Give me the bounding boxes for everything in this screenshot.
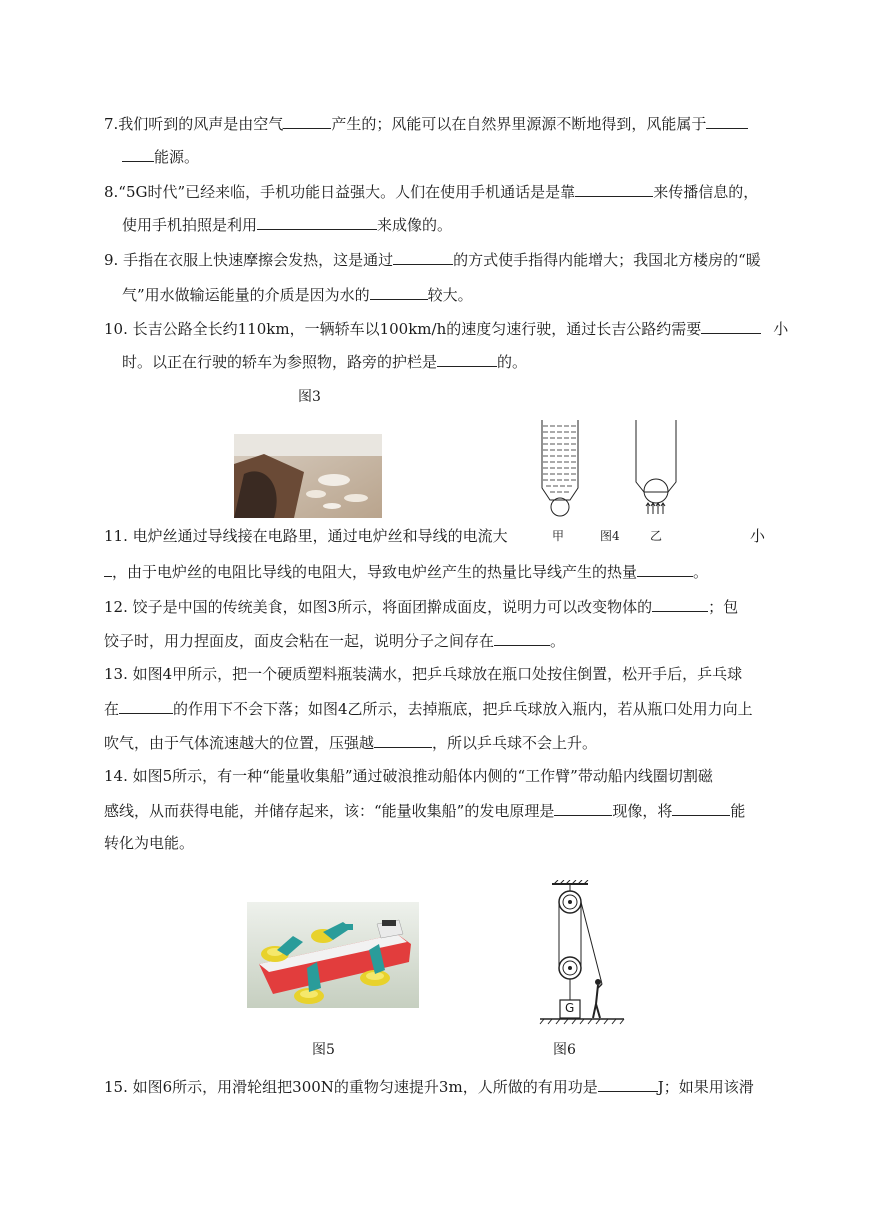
answer-blank[interactable] xyxy=(393,248,453,265)
answer-blank[interactable] xyxy=(283,112,331,129)
answer-blank[interactable] xyxy=(706,112,748,129)
answer-blank[interactable] xyxy=(494,629,550,646)
q11-line1-end: 小 xyxy=(750,527,766,545)
answer-blank[interactable] xyxy=(104,560,112,577)
answer-blank[interactable] xyxy=(257,213,377,230)
figure-3-caption: 图3 xyxy=(298,389,321,405)
answer-blank[interactable] xyxy=(122,145,154,162)
answer-blank[interactable] xyxy=(652,595,708,612)
q8-line1: 8.“5G时代”已经来临，手机功能日益强大。人们在使用手机通话是是靠 来传播信息的， xyxy=(104,180,758,202)
answer-blank[interactable] xyxy=(370,283,428,300)
figure-5-caption: 图5 xyxy=(312,1042,335,1058)
q14-line3: 转化为电能。 xyxy=(104,834,195,852)
figure-4-bottle-diagram xyxy=(536,418,686,520)
q11-line2: ，由于电炉丝的电阻比导线的电阻大，导致电炉丝产生的热量比导线产生的热量 。 xyxy=(104,560,708,582)
figure-4-caption: 图4 xyxy=(600,529,620,543)
q9-line1: 9. 手指在衣服上快速摩擦会发热，这是通过 的方式使手指得内能增大；我国北方楼房的“暖 xyxy=(104,248,761,270)
q13-line2: 在 的作用下不会下落；如图4乙所示，去掉瓶底，把乒乓球放入瓶内，若从瓶口处用力向上 xyxy=(104,697,753,719)
q8-line2: 使用手机拍照是利用 来成像的。 xyxy=(122,213,452,235)
figure-5-ship-illustration xyxy=(247,902,419,1008)
q7-line2: 能源。 xyxy=(122,145,199,167)
q11-line1: 11. 电炉丝通过导线接在电路里，通过电炉丝和导线的电流大 xyxy=(104,527,508,545)
answer-blank[interactable] xyxy=(119,697,173,714)
answer-blank[interactable] xyxy=(374,731,432,748)
q13-line1: 13. 如图4甲所示，把一个硬质塑料瓶装满水，把乒乓球放在瓶口处按住倒置，松开手后，乒乓球 xyxy=(104,665,743,683)
q15-line1: 15. 如图6所示，用滑轮组把300N的重物匀速提升3m，人所做的有用功是 J；如果用该滑 xyxy=(104,1075,754,1097)
answer-blank[interactable] xyxy=(575,180,653,197)
q7-line1: 7.我们听到的风声是由空气 产生的；风能可以在自然界里源源不断地得到，风能属于 xyxy=(104,112,748,134)
figure-3-dough-photo xyxy=(234,434,382,518)
q12-line1: 12. 饺子是中国的传统美食，如图3所示，将面团擀成面皮，说明力可以改变物体的 ；包 xyxy=(104,595,738,617)
answer-blank[interactable] xyxy=(554,799,612,816)
answer-blank[interactable] xyxy=(598,1075,658,1092)
figure-6-caption: 图6 xyxy=(553,1042,576,1058)
answer-blank[interactable] xyxy=(437,350,497,367)
q12-line2: 饺子时，用力捏面皮，面皮会粘在一起，说明分子之间存在 。 xyxy=(104,629,565,651)
answer-blank[interactable] xyxy=(701,317,761,334)
q9-line2: 气”用水做输运能量的介质是因为水的 较大。 xyxy=(122,283,473,305)
q10-line2: 时。以正在行驶的轿车为参照物，路旁的护栏是 的。 xyxy=(122,350,527,372)
figure-6-pulley-diagram xyxy=(538,880,628,1025)
answer-blank[interactable] xyxy=(672,799,730,816)
answer-blank[interactable] xyxy=(637,560,693,577)
figure-4-label-yi: 乙 xyxy=(650,529,663,543)
weight-label: G xyxy=(565,1001,575,1015)
q14-line2: 感线，从而获得电能，并储存起来，该：“能量收集船”的发电原理是 现像，将 能 xyxy=(104,799,745,821)
figure-4-label-jia: 甲 xyxy=(552,529,565,543)
q14-line1: 14. 如图5所示，有一种“能量收集船”通过破浪推动船体内侧的“工作臂”带动船内线圈切割磁 xyxy=(104,767,713,785)
q10-line1: 10. 长吉公路全长约110km，一辆轿车以100km/h的速度匀速行驶，通过长吉公路约需要 小 xyxy=(104,317,788,339)
q13-line3: 吹气，由于气体流速越大的位置，压强越 ，所以乒乓球不会上升。 xyxy=(104,731,597,753)
